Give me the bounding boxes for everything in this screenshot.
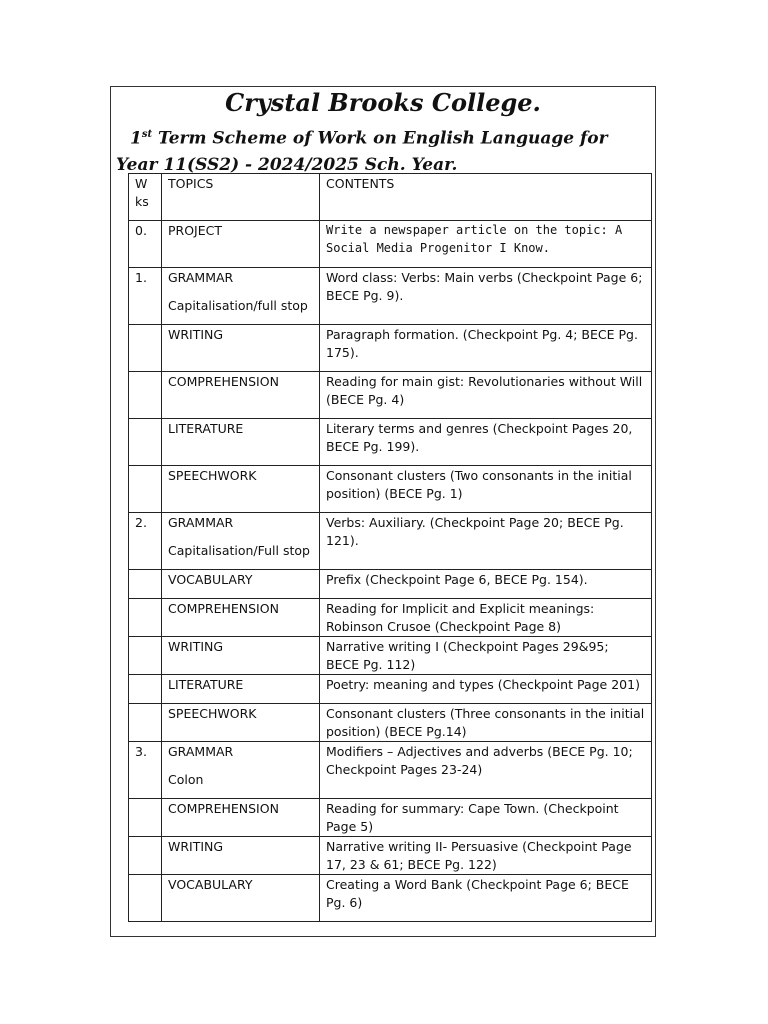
row-topic: SPEECHWORK: [162, 704, 320, 742]
row-topic: WRITING: [162, 837, 320, 875]
row-topic: GRAMMAR: [168, 515, 234, 530]
row-topic-sub: Capitalisation/Full stop: [168, 542, 310, 558]
document-title: Crystal Brooks College.: [225, 88, 541, 117]
header-week: W ks: [129, 174, 162, 221]
row-week: [129, 570, 162, 599]
row-topic-cell: [162, 742, 320, 799]
row-content: Narrative writing I (Checkpoint Pages 29&95; BECE Pg. 112): [320, 637, 652, 675]
row-content: Prefix (Checkpoint Page 6, BECE Pg. 154).: [320, 570, 652, 599]
table-row: [129, 466, 652, 513]
row-topic: VOCABULARY: [162, 875, 320, 922]
table-row: [129, 742, 652, 799]
row-week: 2.: [129, 513, 162, 570]
row-content: Reading for main gist: Revolutionaries without Will (BECE Pg. 4): [320, 372, 652, 419]
table-row: [129, 221, 652, 268]
table-row: [129, 875, 652, 922]
table-row: [129, 599, 652, 637]
row-topic: WRITING: [162, 637, 320, 675]
table-header-row: [129, 174, 652, 221]
row-topic: WRITING: [162, 325, 320, 372]
table-row: [129, 675, 652, 704]
table-row: [129, 837, 652, 875]
row-content: Literary terms and genres (Checkpoint Pages 20, BECE Pg. 199).: [320, 419, 652, 466]
row-content: Paragraph formation. (Checkpoint Pg. 4; BECE Pg. 175).: [320, 325, 652, 372]
row-topic: COMPREHENSION: [162, 799, 320, 837]
row-week: [129, 875, 162, 922]
row-content: Reading for summary: Cape Town. (Checkpoint Page 5): [320, 799, 652, 837]
row-topic-cell: [162, 513, 320, 570]
row-content: Poetry: meaning and types (Checkpoint Page 201): [320, 675, 652, 704]
row-topic-sub: Colon: [168, 771, 204, 787]
subtitle-term-number: 1: [130, 128, 142, 149]
row-week: [129, 325, 162, 372]
row-content: Verbs: Auxiliary. (Checkpoint Page 20; BECE Pg. 121).: [320, 513, 652, 570]
row-week: 3.: [129, 742, 162, 799]
row-topic: GRAMMAR: [168, 270, 234, 285]
header-contents: CONTENTS: [320, 174, 652, 221]
row-content: Modifiers – Adjectives and adverbs (BECE Pg. 10; Checkpoint Pages 23-24): [320, 742, 652, 799]
row-topic: COMPREHENSION: [162, 599, 320, 637]
table-row: [129, 513, 652, 570]
row-week: [129, 675, 162, 704]
header-topics: TOPICS: [162, 174, 320, 221]
row-content: Creating a Word Bank (Checkpoint Page 6; BECE Pg. 6): [320, 875, 652, 922]
row-topic: VOCABULARY: [162, 570, 320, 599]
row-week: [129, 637, 162, 675]
row-topic: LITERATURE: [162, 419, 320, 466]
subtitle-ordinal: st: [141, 129, 153, 140]
row-week: 0.: [129, 221, 162, 268]
row-content: Reading for Implicit and Explicit meanings: Robinson Crusoe (Checkpoint Page 8): [320, 599, 652, 637]
row-content: Consonant clusters (Two consonants in the initial position) (BECE Pg. 1): [320, 466, 652, 513]
table-row: [129, 570, 652, 599]
table-row: [129, 419, 652, 466]
row-topic: SPEECHWORK: [162, 466, 320, 513]
table-row: [129, 268, 652, 325]
row-content: Narrative writing II- Persuasive (Checkpoint Page 17, 23 & 61; BECE Pg. 122): [320, 837, 652, 875]
table-row: [129, 372, 652, 419]
row-week: 1.: [129, 268, 162, 325]
table-row: [129, 704, 652, 742]
row-week: [129, 704, 162, 742]
row-week: [129, 419, 162, 466]
table-row: [129, 325, 652, 372]
table-row: [129, 799, 652, 837]
row-week: [129, 466, 162, 513]
row-week: [129, 837, 162, 875]
row-week: [129, 799, 162, 837]
row-topic: COMPREHENSION: [162, 372, 320, 419]
row-week: [129, 372, 162, 419]
table-row: [129, 637, 652, 675]
row-topic: LITERATURE: [162, 675, 320, 704]
row-topic: PROJECT: [162, 221, 320, 268]
document-subtitle: [116, 122, 646, 178]
row-content: Consonant clusters (Three consonants in the initial position) (BECE Pg.14): [320, 704, 652, 742]
row-topic-sub: Capitalisation/full stop: [168, 297, 308, 313]
row-content: Write a newspaper article on the topic: A Social Media Progenitor I Know.: [320, 221, 652, 268]
row-content: Word class: Verbs: Main verbs (Checkpoint Page 6; BECE Pg. 9).: [320, 268, 652, 325]
subtitle-text: Term Scheme of Work on English Language for Year 11(SS2) - 2024/2025 Sch. Year.: [116, 128, 608, 175]
row-topic: GRAMMAR: [168, 744, 234, 759]
row-topic-cell: [162, 268, 320, 325]
scheme-table: [128, 173, 652, 922]
row-week: [129, 599, 162, 637]
